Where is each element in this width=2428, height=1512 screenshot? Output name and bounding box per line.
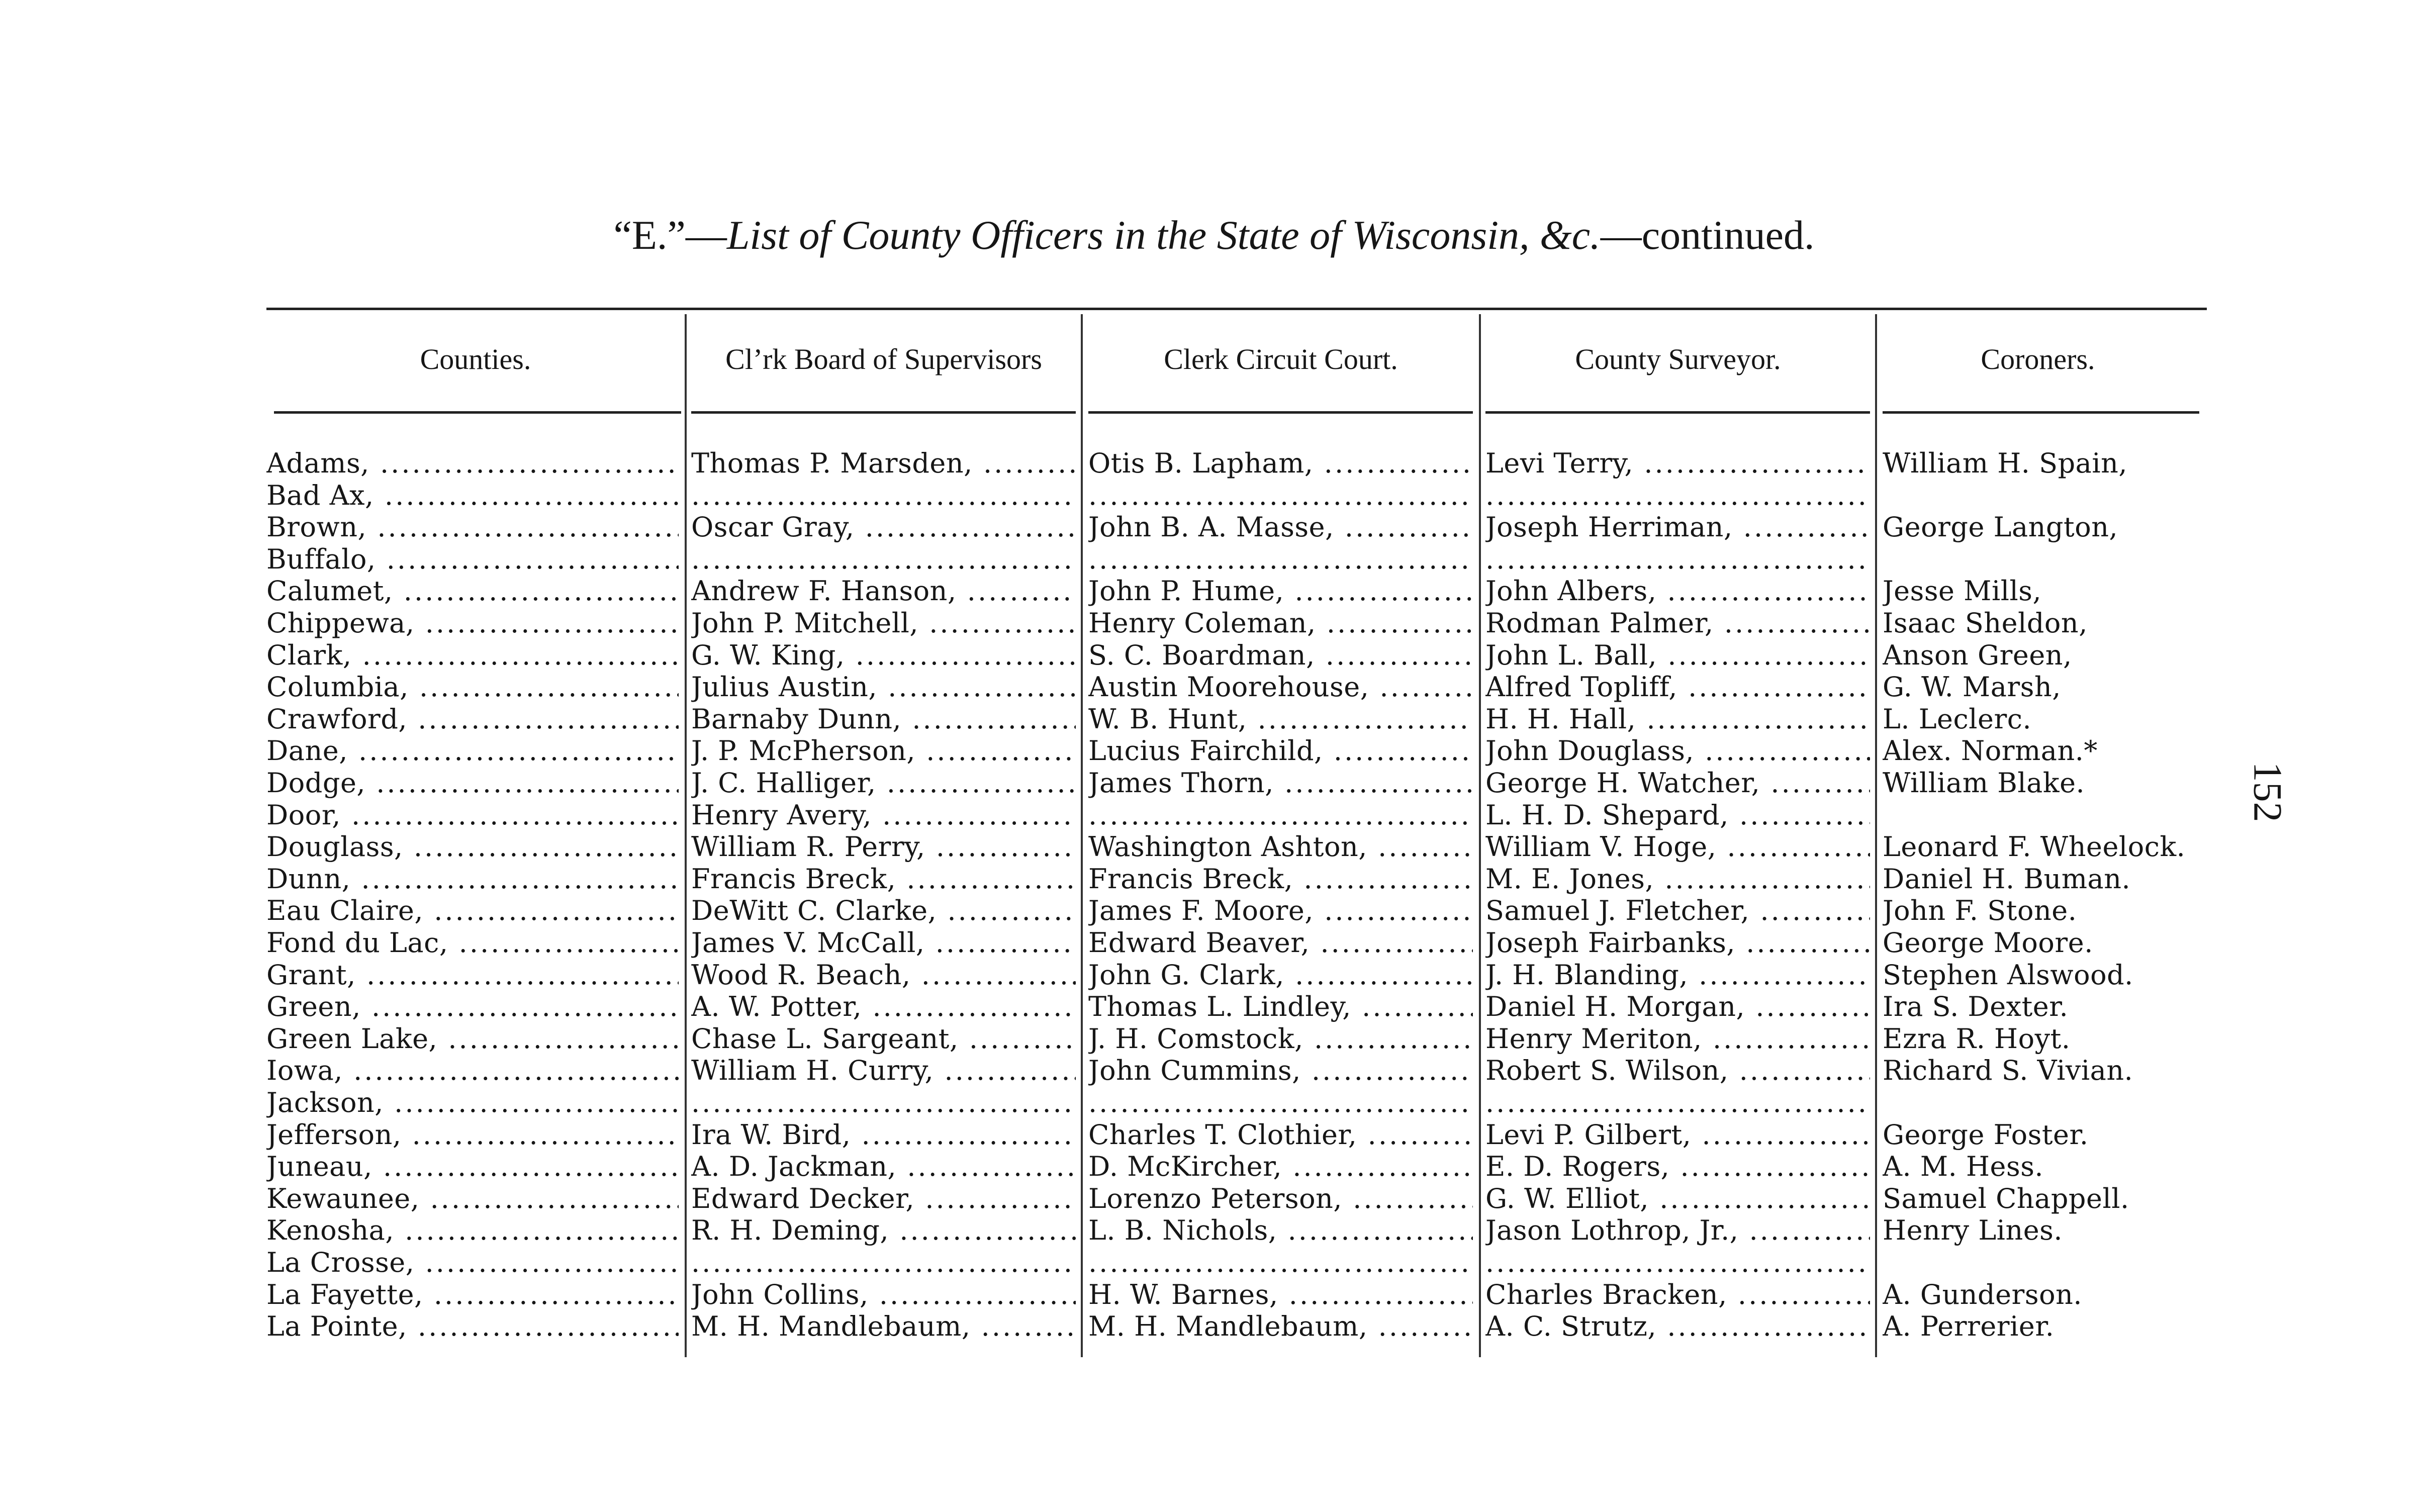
county-cell: Iowa, .....: [266, 1055, 679, 1087]
coroner-cell: [1883, 543, 2255, 576]
clerk-board-cell: A. W. Potter, .....: [691, 991, 1076, 1023]
table-row: [0, 671, 2428, 703]
surveyor-cell: John L. Ball, .....: [1485, 639, 1870, 672]
county-cell: Kenosha, .....: [266, 1214, 679, 1247]
coroner-cell: [1883, 1247, 2255, 1279]
county-cell: Dunn, .....: [266, 863, 679, 895]
county-cell: Dane, .....: [266, 735, 679, 767]
county-cell: Jefferson, .....: [266, 1119, 679, 1151]
county-cell: Dodge, .....: [266, 767, 679, 799]
county-cell: Eau Claire, .....: [266, 895, 679, 927]
clerk-board-cell: R. H. Deming, .....: [691, 1214, 1076, 1247]
clerk-board-cell: A. D. Jackman, .....: [691, 1151, 1076, 1183]
surveyor-cell: [1485, 480, 1870, 512]
clerk-board-cell: J. C. Halliger, .....: [691, 767, 1076, 799]
clerk-board-cell: [691, 1247, 1076, 1279]
clerk-board-cell: DeWitt C. Clarke, .....: [691, 895, 1076, 927]
clerk-board-cell: Thomas P. Marsden, .....: [691, 447, 1076, 480]
table-row: [0, 799, 2428, 831]
header-clerk-court: Clerk Circuit Court.: [1164, 343, 1398, 375]
clerk-board-cell: Oscar Gray, .....: [691, 511, 1076, 543]
county-cell: Green, .....: [266, 991, 679, 1023]
clerk-board-cell: M. H. Mandlebaum, .....: [691, 1310, 1076, 1343]
clerk-board-cell: J. P. McPherson, .....: [691, 735, 1076, 767]
clerk-board-cell: Edward Decker, .....: [691, 1183, 1076, 1215]
county-cell: Calumet, .....: [266, 575, 679, 607]
document-title: [0, 210, 2428, 260]
table-row: [0, 543, 2428, 576]
coroner-cell: Anson Green,: [1883, 639, 2072, 671]
clerk-board-cell: [691, 1087, 1076, 1119]
header-underline: [1883, 411, 2199, 414]
coroner-cell: Samuel Chappell.: [1883, 1183, 2129, 1214]
clerk-court-cell: Charles T. Clothier, .....: [1088, 1119, 1473, 1151]
table-row: [0, 991, 2428, 1023]
surveyor-cell: E. D. Rogers, .....: [1485, 1151, 1870, 1183]
clerk-court-cell: Lorenzo Peterson, .....: [1088, 1183, 1473, 1215]
surveyor-cell: Levi P. Gilbert, .....: [1485, 1119, 1870, 1151]
clerk-court-cell: S. C. Boardman, .....: [1088, 639, 1473, 672]
clerk-board-cell: William R. Perry, .....: [691, 831, 1076, 863]
surveyor-cell: [1485, 1087, 1870, 1119]
county-cell: Adams, .....: [266, 447, 679, 480]
surveyor-cell: Samuel J. Fletcher, .....: [1485, 895, 1870, 927]
surveyor-cell: Alfred Topliff, .....: [1485, 671, 1870, 703]
clerk-court-cell: Francis Breck, .....: [1088, 863, 1473, 895]
surveyor-cell: William V. Hoge, .....: [1485, 831, 1870, 863]
clerk-court-cell: H. W. Barnes, .....: [1088, 1279, 1473, 1311]
surveyor-cell: Daniel H. Morgan, .....: [1485, 991, 1870, 1023]
table-row: [0, 735, 2428, 767]
surveyor-cell: J. H. Blanding, .....: [1485, 959, 1870, 991]
county-cell: Clark, .....: [266, 639, 679, 672]
coroner-cell: A. Perrerier.: [1883, 1310, 2055, 1342]
surveyor-cell: John Albers, .....: [1485, 575, 1870, 607]
page-number: 152: [2245, 762, 2290, 822]
surveyor-cell: G. W. Elliot, .....: [1485, 1183, 1870, 1215]
county-cell: La Fayette, .....: [266, 1279, 679, 1311]
surveyor-cell: Henry Meriton, .....: [1485, 1023, 1870, 1055]
clerk-board-cell: [691, 543, 1076, 576]
clerk-board-cell: William H. Curry, .....: [691, 1055, 1076, 1087]
coroner-cell: Henry Lines.: [1883, 1214, 2063, 1246]
surveyor-cell: Levi Terry, .....: [1485, 447, 1870, 480]
coroner-cell: [1883, 480, 2255, 512]
clerk-court-cell: Washington Ashton, .....: [1088, 831, 1473, 863]
coroner-cell: Jesse Mills,: [1883, 575, 2042, 607]
clerk-court-cell: L. B. Nichols, .....: [1088, 1214, 1473, 1247]
header-underline: [1088, 411, 1473, 414]
coroner-cell: G. W. Marsh,: [1883, 671, 2061, 703]
clerk-board-cell: [691, 480, 1076, 512]
clerk-board-cell: Henry Avery, .....: [691, 799, 1076, 831]
coroner-cell: William Blake.: [1883, 767, 2085, 799]
clerk-court-cell: M. H. Mandlebaum, .....: [1088, 1310, 1473, 1343]
surveyor-cell: George H. Watcher, .....: [1485, 767, 1870, 799]
clerk-board-cell: Andrew F. Hanson, .....: [691, 575, 1076, 607]
county-cell: Brown, .....: [266, 511, 679, 543]
table-row: [0, 1087, 2428, 1119]
surveyor-cell: Jason Lothrop, Jr., .....: [1485, 1214, 1870, 1247]
table-row: [0, 607, 2428, 639]
table-row: [0, 959, 2428, 991]
clerk-court-cell: [1088, 543, 1473, 576]
clerk-board-cell: John P. Mitchell, .....: [691, 607, 1076, 639]
header-surveyor: County Surveyor.: [1575, 343, 1781, 375]
county-cell: Door, .....: [266, 799, 679, 831]
county-cell: Jackson, .....: [266, 1087, 679, 1119]
surveyor-cell: Joseph Fairbanks, .....: [1485, 927, 1870, 959]
table-row: [0, 447, 2428, 480]
clerk-court-cell: John G. Clark, .....: [1088, 959, 1473, 991]
header-counties: Counties.: [420, 343, 531, 375]
table-row: [0, 895, 2428, 927]
clerk-board-cell: Ira W. Bird, .....: [691, 1119, 1076, 1151]
surveyor-cell: L. H. D. Shepard, .....: [1485, 799, 1870, 831]
coroner-cell: George Langton,: [1883, 511, 2118, 543]
clerk-court-cell: John Cummins, .....: [1088, 1055, 1473, 1087]
table-row: [0, 1247, 2428, 1279]
header-underline: [274, 411, 681, 414]
coroner-cell: A. Gunderson.: [1883, 1279, 2083, 1310]
clerk-court-cell: Lucius Fairchild, .....: [1088, 735, 1473, 767]
surveyor-cell: Joseph Herriman, .....: [1485, 511, 1870, 543]
county-cell: Kewaunee, .....: [266, 1183, 679, 1215]
clerk-court-cell: Austin Moorehouse, .....: [1088, 671, 1473, 703]
coroner-cell: John F. Stone.: [1883, 895, 2077, 926]
coroner-cell: William H. Spain,: [1883, 447, 2128, 479]
clerk-court-cell: [1088, 1247, 1473, 1279]
clerk-board-cell: Barnaby Dunn, .....: [691, 703, 1076, 735]
clerk-court-cell: W. B. Hunt, .....: [1088, 703, 1473, 735]
table-row: [0, 1183, 2428, 1215]
coroner-cell: George Foster.: [1883, 1119, 2089, 1151]
clerk-board-cell: Chase L. Sargeant, .....: [691, 1023, 1076, 1055]
county-cell: Juneau, .....: [266, 1151, 679, 1183]
surveyor-cell: Robert S. Wilson, .....: [1485, 1055, 1870, 1087]
clerk-court-cell: John P. Hume, .....: [1088, 575, 1473, 607]
county-cell: Crawford, .....: [266, 703, 679, 735]
surveyor-cell: A. C. Strutz, .....: [1485, 1310, 1870, 1343]
clerk-court-cell: D. McKircher, .....: [1088, 1151, 1473, 1183]
header-clerk-board: Cl’rk Board of Supervisors: [725, 343, 1042, 375]
county-cell: Chippewa, .....: [266, 607, 679, 639]
coroner-cell: Ira S. Dexter.: [1883, 991, 2069, 1022]
top-rule: [266, 308, 2207, 310]
county-cell: Grant, .....: [266, 959, 679, 991]
clerk-court-cell: [1088, 1087, 1473, 1119]
table-row: [0, 927, 2428, 959]
coroner-cell: Daniel H. Buman.: [1883, 863, 2131, 895]
table-row: [0, 1055, 2428, 1087]
table-row: [0, 1214, 2428, 1247]
county-cell: Columbia, .....: [266, 671, 679, 703]
clerk-court-cell: [1088, 480, 1473, 512]
surveyor-cell: Rodman Palmer, .....: [1485, 607, 1870, 639]
clerk-court-cell: James Thorn, .....: [1088, 767, 1473, 799]
header-coroners: Coroners.: [1981, 343, 2095, 375]
coroner-cell: Stephen Alswood.: [1883, 959, 2133, 991]
surveyor-cell: H. H. Hall, .....: [1485, 703, 1870, 735]
county-cell: Green Lake, .....: [266, 1023, 679, 1055]
clerk-court-cell: John B. A. Masse, .....: [1088, 511, 1473, 543]
coroner-cell: Leonard F. Wheelock.: [1883, 831, 2186, 863]
surveyor-cell: John Douglass, .....: [1485, 735, 1870, 767]
table-row: [0, 511, 2428, 543]
header-underline: [691, 411, 1076, 414]
table-row: [0, 767, 2428, 799]
table-row: [0, 1151, 2428, 1183]
clerk-board-cell: Francis Breck, .....: [691, 863, 1076, 895]
clerk-board-cell: G. W. King, .....: [691, 639, 1076, 672]
county-cell: Bad Ax, .....: [266, 480, 679, 512]
coroner-cell: [1883, 1087, 2255, 1119]
surveyor-cell: [1485, 543, 1870, 576]
title-italic: List of County Officers in the State of Wisconsin, &c.: [726, 212, 1601, 258]
coroner-cell: Richard S. Vivian.: [1883, 1055, 2133, 1086]
clerk-board-cell: James V. McCall, .....: [691, 927, 1076, 959]
surveyor-cell: [1485, 1247, 1870, 1279]
table-row: [0, 1279, 2428, 1311]
table-row: [0, 1023, 2428, 1055]
coroner-cell: [1883, 799, 2255, 831]
clerk-court-cell: James F. Moore, .....: [1088, 895, 1473, 927]
clerk-board-cell: Wood R. Beach, .....: [691, 959, 1076, 991]
coroner-cell: L. Leclerc.: [1883, 703, 2032, 735]
table-row: [0, 703, 2428, 735]
coroner-cell: Alex. Norman.*: [1883, 735, 2098, 767]
coroner-cell: Isaac Sheldon,: [1883, 607, 2088, 639]
clerk-court-cell: Thomas L. Lindley, .....: [1088, 991, 1473, 1023]
county-cell: Buffalo, .....: [266, 543, 679, 576]
clerk-board-cell: John Collins, .....: [691, 1279, 1076, 1311]
county-cell: La Pointe, .....: [266, 1310, 679, 1343]
surveyor-cell: M. E. Jones, .....: [1485, 863, 1870, 895]
surveyor-cell: Charles Bracken, .....: [1485, 1279, 1870, 1311]
table-row: [0, 639, 2428, 672]
coroner-cell: A. M. Hess.: [1883, 1151, 2044, 1182]
clerk-court-cell: Henry Coleman, .....: [1088, 607, 1473, 639]
table-row: [0, 575, 2428, 607]
county-cell: La Crosse, .....: [266, 1247, 679, 1279]
clerk-board-cell: Julius Austin, .....: [691, 671, 1076, 703]
table-row: [0, 863, 2428, 895]
title-prefix: “E.”—: [613, 212, 727, 258]
table-row: [0, 480, 2428, 512]
coroner-cell: Ezra R. Hoyt.: [1883, 1023, 2071, 1055]
clerk-court-cell: Edward Beaver, .....: [1088, 927, 1473, 959]
clerk-court-cell: Otis B. Lapham, .....: [1088, 447, 1473, 480]
title-suffix: —continued.: [1600, 212, 1815, 258]
county-cell: Douglass, .....: [266, 831, 679, 863]
header-underline: [1485, 411, 1870, 414]
table-row: [0, 1310, 2428, 1343]
clerk-court-cell: [1088, 799, 1473, 831]
county-cell: Fond du Lac, .....: [266, 927, 679, 959]
coroner-cell: George Moore.: [1883, 927, 2093, 959]
clerk-court-cell: J. H. Comstock, .....: [1088, 1023, 1473, 1055]
table-row: [0, 1119, 2428, 1151]
table-row: [0, 831, 2428, 863]
